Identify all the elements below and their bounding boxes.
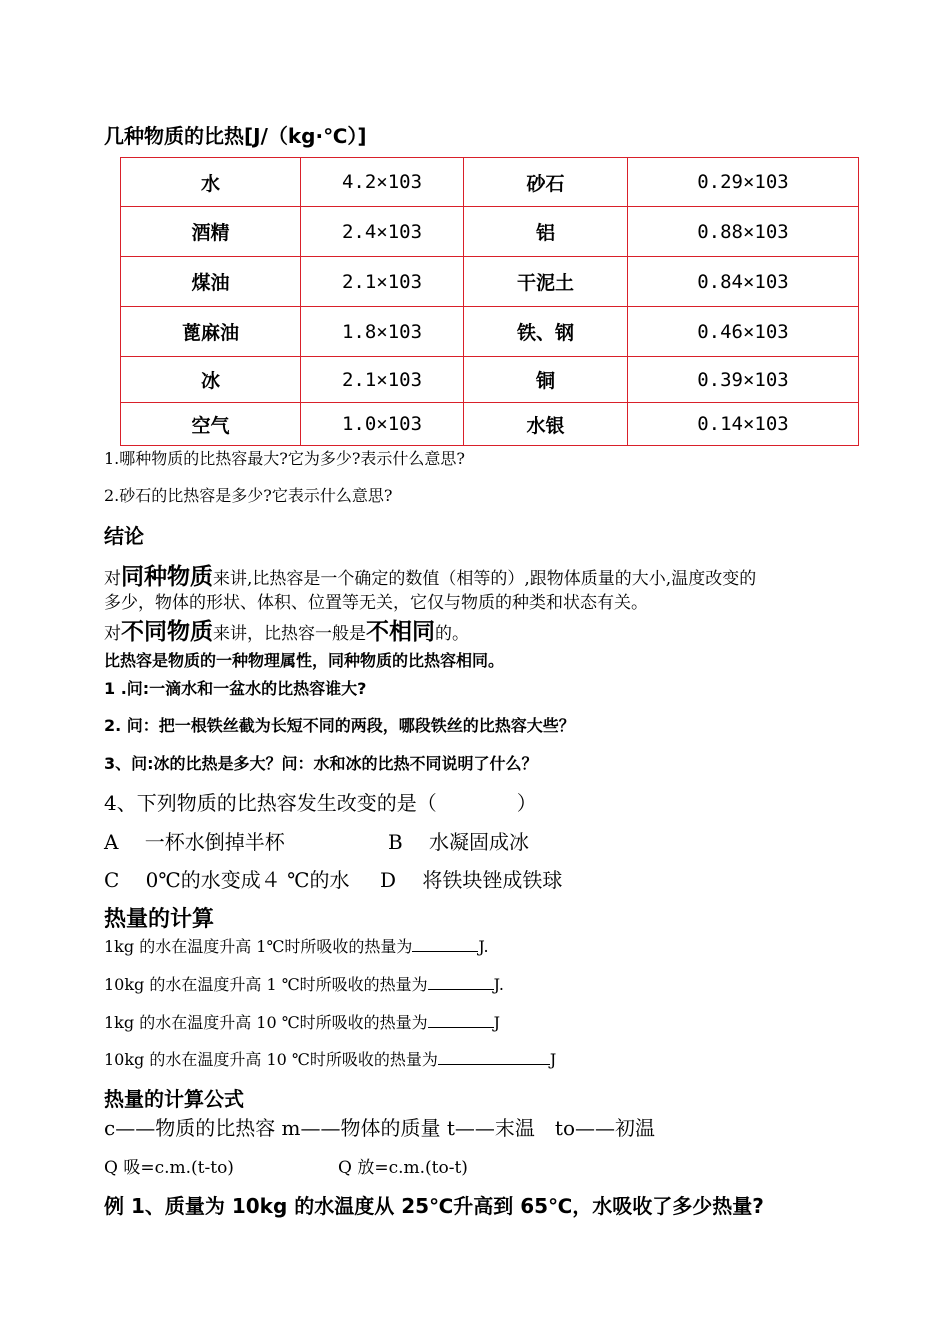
substance-name-cell: 蓖麻油	[121, 307, 301, 357]
substance-name-cell: 铜	[464, 357, 628, 403]
specific-heat-value-cell: 2.4×103	[301, 207, 464, 257]
calc-line-2	[104, 972, 504, 995]
calc-line-4-text: 10kg 的水在温度升高 10 ℃时所吸收的热量为	[104, 1050, 438, 1069]
specific-heat-value-cell: 1.8×103	[301, 307, 464, 357]
conclusion-paragraph-2	[104, 613, 469, 646]
specific-heat-value-cell: 1.0×103	[301, 403, 464, 446]
bold-statement: 比热容是物质的一种物理属性，同种物质的比热容相同。	[104, 651, 505, 670]
specific-heat-value-cell: 0.88×103	[628, 207, 859, 257]
substance-name-cell: 干泥土	[464, 257, 628, 307]
conclusion-p2-end: 的。	[435, 624, 469, 644]
table-row	[121, 403, 859, 446]
table-row	[121, 357, 859, 403]
table-row	[121, 257, 859, 307]
table-row	[121, 158, 859, 207]
calc-line-2-text: 10kg 的水在温度升高 1 ℃时所吸收的热量为	[104, 975, 428, 994]
option-c: C 0℃的水变成４ ℃的水	[104, 868, 350, 892]
table-row	[121, 207, 859, 257]
substance-name-cell: 煤油	[121, 257, 301, 307]
specific-heat-value-cell: 0.84×103	[628, 257, 859, 307]
conclusion-p2-mid: 来讲，比热容一般是	[213, 624, 366, 644]
practice-question-4: 4、下列物质的比热容发生改变的是（ ）	[104, 791, 537, 815]
substance-name-cell: 水	[121, 158, 301, 207]
option-d: D 将铁块锉成铁球	[380, 868, 563, 892]
table-title: 几种物质的比热[J/（kg·℃）]	[104, 124, 367, 148]
conclusion-p1-line2: 多少，物体的形状、体积、位置等无关，它仅与物质的种类和状态有关。	[104, 593, 648, 613]
option-a: A 一杯水倒掉半杯	[104, 830, 285, 854]
calc-line-1-unit: J.	[478, 937, 489, 956]
question-1: 1.哪种物质的比热容最大?它为多少?表示什么意思?	[104, 449, 466, 468]
specific-heat-table	[120, 157, 859, 446]
substance-name-cell: 空气	[121, 403, 301, 446]
specific-heat-value-cell: 0.29×103	[628, 158, 859, 207]
conclusion-paragraph-1	[104, 558, 756, 591]
example-1: 例 1、质量为 10kg 的水温度从 25℃升高到 65℃，水吸收了多少热量?	[104, 1194, 764, 1218]
conclusion-p2-prefix: 对	[104, 624, 121, 644]
answer-blank-1[interactable]	[412, 936, 478, 952]
calc-heading: 热量的计算	[104, 907, 215, 932]
specific-heat-value-cell: 0.14×103	[628, 403, 859, 446]
calc-line-4	[104, 1047, 556, 1070]
specific-heat-value-cell: 2.1×103	[301, 357, 464, 403]
substance-name-cell: 铁、钢	[464, 307, 628, 357]
emphasis-not-same: 不相同	[366, 619, 435, 645]
emphasis-different-substance: 不同物质	[121, 619, 213, 645]
specific-heat-value-cell: 4.2×103	[301, 158, 464, 207]
practice-question-1: 1 .问:一滴水和一盆水的比热容谁大?	[104, 679, 367, 698]
table-row	[121, 307, 859, 357]
conclusion-p1-rest: 来讲,比热容是一个确定的数值（相等的）,跟物体质量的大小,温度改变的	[213, 569, 757, 589]
substance-name-cell: 砂石	[464, 158, 628, 207]
substance-name-cell: 酒精	[121, 207, 301, 257]
practice-question-3: 3、问:冰的比热是多大？问：水和冰的比热不同说明了什么？	[104, 754, 538, 773]
calc-line-4-unit: J	[549, 1050, 557, 1069]
calc-line-3-unit: J	[493, 1013, 501, 1032]
specific-heat-value-cell: 0.46×103	[628, 307, 859, 357]
option-b: B 水凝固成冰	[388, 830, 530, 854]
formula-variables: c——物质的比热容 m——物体的质量 t——末温 to——初温	[104, 1116, 655, 1140]
substance-name-cell: 水银	[464, 403, 628, 446]
answer-blank-2[interactable]	[428, 974, 494, 990]
emphasis-same-substance: 同种物质	[121, 564, 213, 590]
answer-blank-4[interactable]	[438, 1049, 550, 1065]
answer-blank-3[interactable]	[428, 1012, 494, 1028]
formula-absorb: Q 吸=c.m.(t-to)	[104, 1158, 234, 1178]
calc-line-3	[104, 1010, 500, 1033]
conclusion-p1-prefix: 对	[104, 569, 121, 589]
specific-heat-value-cell: 2.1×103	[301, 257, 464, 307]
question-2: 2.砂石的比热容是多少?它表示什么意思?	[104, 486, 393, 505]
formula-heading: 热量的计算公式	[104, 1087, 244, 1111]
calc-line-1-text: 1kg 的水在温度升高 1℃时所吸收的热量为	[104, 937, 413, 956]
substance-name-cell: 冰	[121, 357, 301, 403]
formula-release: Q 放=c.m.(to-t)	[338, 1158, 468, 1178]
conclusion-heading: 结论	[104, 524, 144, 548]
substance-name-cell: 铝	[464, 207, 628, 257]
specific-heat-value-cell: 0.39×103	[628, 357, 859, 403]
calc-line-1	[104, 934, 489, 957]
calc-line-3-text: 1kg 的水在温度升高 10 ℃时所吸收的热量为	[104, 1013, 428, 1032]
practice-question-2: 2. 问：把一根铁丝截为长短不同的两段，哪段铁丝的比热容大些？	[104, 716, 575, 735]
calc-line-2-unit: J.	[493, 975, 504, 994]
